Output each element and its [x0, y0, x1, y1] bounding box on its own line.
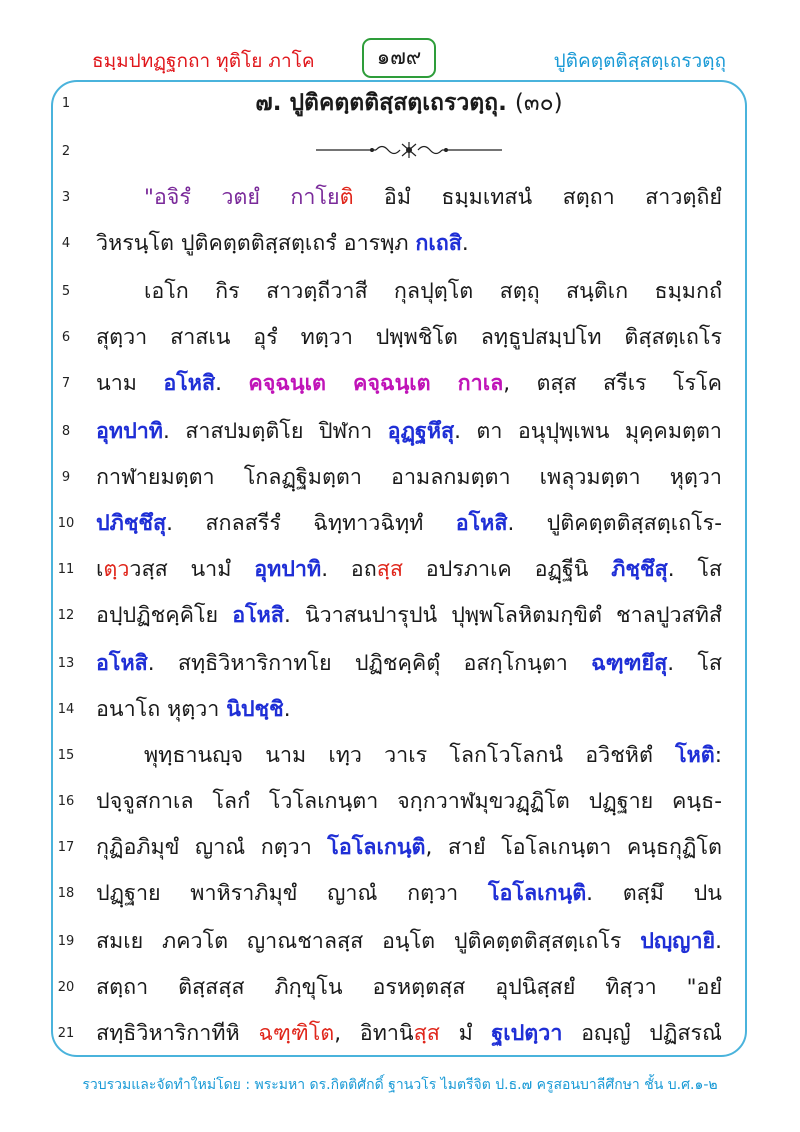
line-number: 7 [61, 376, 71, 391]
line-number: 2 [61, 144, 71, 159]
page-number: ๑๗๙ [362, 38, 436, 78]
line-number: 13 [57, 656, 75, 671]
line-number: 18 [57, 886, 75, 901]
text-line: สมเย ภควโต ญาณชาลสฺส อนฺโต ปูติคตฺตติสฺสตฺเถโร ปญฺญายิ. [96, 929, 722, 954]
text-line: เตฺววสฺส นามํ อุทปาทิ. อถสฺส อปรภาเค อฏฺฐีนิ ภิชฺชึสุ. โส [96, 557, 722, 582]
text-line: สตฺถา ติสฺสสฺส ภิกฺขุโน อรหตฺตสฺส อุปนิสฺสยํ ทิสฺวา "อยํ [96, 975, 722, 1000]
text-line: อโหสิ. สทฺธิวิหาริกาทโย ปฏิชคฺคิตุํ อสกฺโกนฺตา ฉฑฺฑยึสุ. โส [96, 651, 722, 676]
ornament-divider-icon [316, 140, 502, 160]
text-line: เอโก กิร สาวตฺถีวาสี กุลปุตฺโต สตฺถุ สนฺติเก ธมฺมกถํ [144, 279, 722, 304]
line-number: 19 [57, 934, 75, 949]
text-line: วิหรนฺโต ปูติคตฺตติสฺสตฺเถรํ อารพฺภ กเถสิ. [96, 231, 469, 256]
text-line: อนาโถ หุตฺวา นิปชฺชิ. [96, 697, 291, 722]
text-line: กาฬายมตฺตา โกลฏฺฐิมตฺตา อามลกมตฺตา เพลุวมตฺตา หุตฺวา [96, 465, 722, 490]
line-number: 4 [61, 236, 71, 251]
line-number: 11 [57, 562, 75, 577]
line-number: 8 [61, 424, 71, 439]
line-number: 10 [57, 516, 75, 531]
text-line: ปจฺจูสกาเล โลกํ โวโลเกนฺตา จกฺกวาฬมุขวฏฺฏิโต ปฏฺฐาย คนฺธ- [96, 789, 722, 814]
text-line: นาม อโหสิ. คจฺฉนฺเต คจฺฉนฺเต กาเล, ตสฺส สรีเร โรโค [96, 371, 723, 396]
story-heading-number: (๓๐) [514, 90, 563, 116]
story-heading [96, 80, 722, 127]
line-number: 3 [61, 190, 71, 205]
text-line: กุฏิอภิมุขํ ญาณํ กตฺวา โอโลเกนฺติ, สายํ โอโลเกนฺตา คนฺธกุฏิโต [96, 835, 723, 860]
line-number: 14 [57, 702, 75, 717]
story-title: ปูติคตฺตติสฺสตฺเถรวตฺถุ [553, 50, 726, 72]
line-number: 21 [57, 1026, 75, 1041]
line-number: 9 [61, 470, 71, 485]
text-line: พุทฺธานญฺจ นาม เทฺว วาเร โลกโวโลกนํ อวิชหิตํ โหติ: [144, 743, 722, 768]
text-line: "อจิรํ วตยํ กาโยติ อิมํ ธมฺมเทสนํ สตฺถา สาวตฺถิยํ [144, 185, 722, 210]
page-header [0, 34, 800, 84]
line-number: 5 [61, 284, 71, 299]
line-number: 6 [61, 330, 71, 345]
line-number: 20 [57, 980, 75, 995]
text-line: อปฺปฏิชคฺคิโย อโหสิ. นิวาสนปารุปนํ ปุพฺพโลหิตมกฺขิตํ ชาลปูวสทิสํ [96, 603, 722, 628]
line-number: 15 [57, 748, 75, 763]
line-number: 16 [57, 794, 75, 809]
book-title: ธมฺมปทฏฺฐกถา ทุติโย ภาโค [92, 50, 315, 72]
text-line: สุตฺวา สาสเน อุรํ ทตฺวา ปพฺพชิโต ลทฺธูปสมฺปโท ติสฺสตฺเถโร [96, 325, 722, 350]
text-line: อุทปาทิ. สาสปมตฺติโย ปิฬกา อุฏฺฐหึสุ. ตา อนุปุพฺเพน มุคฺคมตฺตา [96, 419, 722, 444]
story-heading-main: ๗. ปูติคตฺตติสฺสตฺเถรวตฺถุ. [255, 90, 507, 116]
line-number: 17 [57, 840, 75, 855]
page-footer: รวบรวมและจัดทำใหม่โดย : พระมหา ดร.กิตติศักดิ์ ฐานวโร ไมตรีจิต ป.ธ.๗ ครูสอนบาลีศึกษา ชั้น บ.ศ.๑-๒ [82, 1077, 718, 1093]
text-line: สทฺธิวิหาริกาทีหิ ฉฑฺฑิโต, อิทานิสฺส มํ ฐเปตฺวา อญฺญํ ปฏิสรณํ [96, 1021, 722, 1046]
line-number: 1 [61, 96, 71, 111]
text-line: ปภิชฺชึสุ. สกลสรีรํ ฉิทฺทาวฉิทฺทํ อโหสิ. ปูติคตฺตติสฺสตฺเถโร- [96, 511, 722, 536]
line-number: 12 [57, 608, 75, 623]
text-line: ปฏฺฐาย พาหิราภิมุขํ ญาณํ กตฺวา โอโลเกนฺติ. ตสฺมึ ปน [96, 881, 723, 906]
